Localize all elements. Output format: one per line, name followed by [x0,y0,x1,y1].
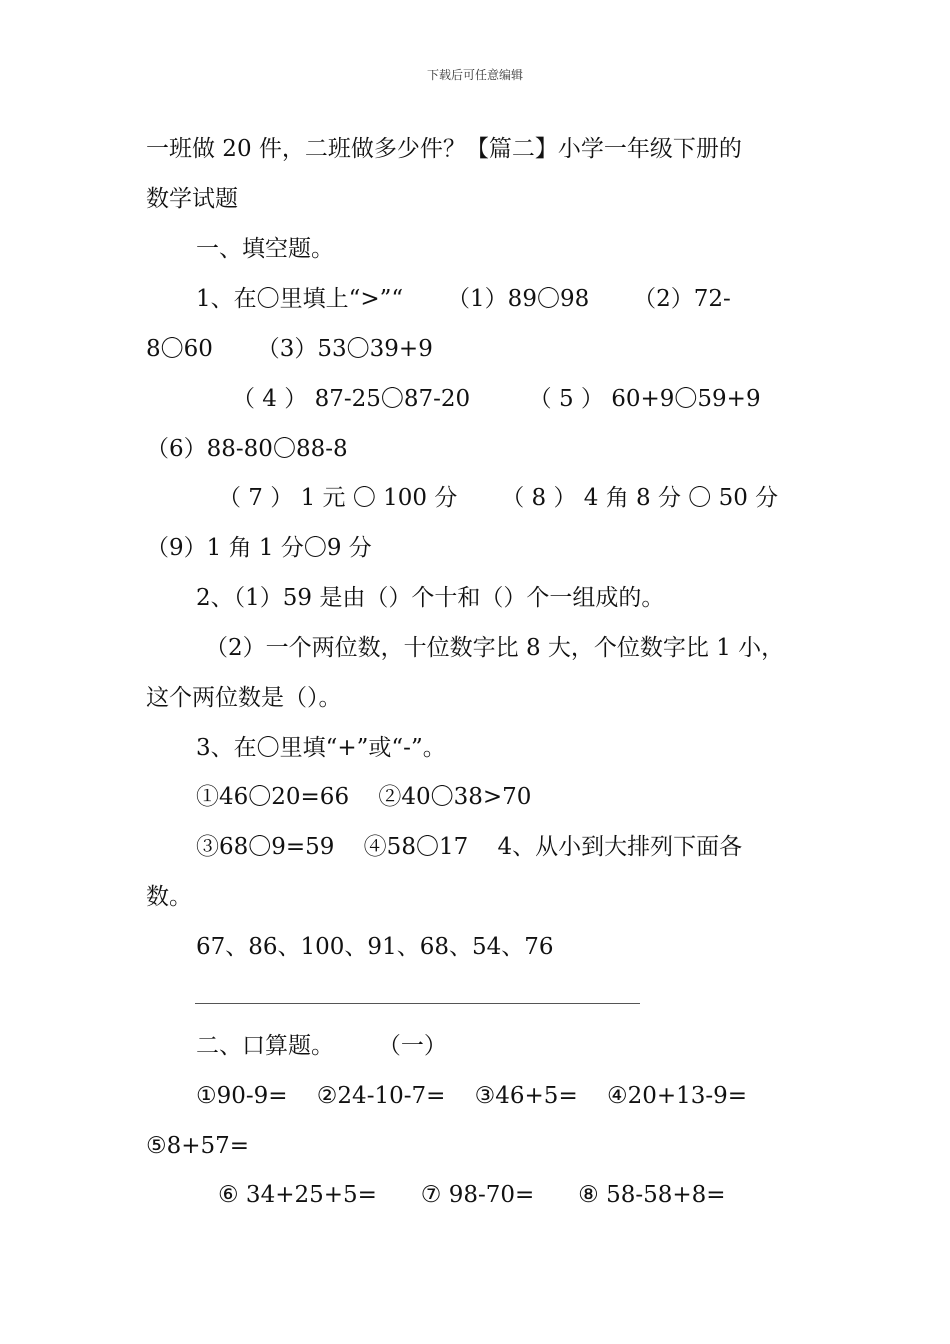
answer-blank-line [195,1003,640,1004]
question-line: 3、在〇里填“+”或“-”。 [196,735,446,761]
text-line: 数学试题 [146,186,238,212]
question-line: ①46〇20=66 ②40〇38>70 [196,784,532,810]
question-line: （ 4 ） 87-25〇87-20 （ 5 ） 60+9〇59+9 [232,386,761,412]
question-line: ⑤8+57= [146,1133,250,1159]
question-line: ⑥ 34+25+5= ⑦ 98-70= ⑧ 58-58+8= [218,1182,726,1208]
section-heading: 一、填空题。 [196,236,334,262]
text-line: 一班做 20 件，二班做多少件？【篇二】小学一年级下册的 [146,136,742,162]
question-line: （ 7 ） 1 元 〇 100 分 （ 8 ） 4 角 8 分 〇 50 分 [218,485,779,511]
question-line: 2、（1）59 是由（）个十和（）个一组成的。 [196,585,665,611]
question-line: 这个两位数是（）。 [146,685,342,711]
page-header: 下载后可任意编辑 [426,68,523,82]
question-line: 8〇60 （3）53〇39+9 [146,336,433,362]
question-line: （2）一个两位数，十位数字比 8 大，个位数字比 1 小， [205,635,785,661]
question-line: （6）88-80〇88-8 [146,436,348,462]
question-line: （9）1 角 1 分〇9 分 [146,535,372,561]
question-line: 1、在〇里填上“>”“ （1）89〇98 （2）72- [196,286,731,312]
question-line: 数。 [146,884,192,910]
section-heading: 二、口算题。 （一） [196,1033,447,1059]
question-line: ③68〇9=59 ④58〇17 4、从小到大排列下面各 [196,834,743,860]
question-line: ①90-9= ②24-10-7= ③46+5= ④20+13-9= [196,1083,748,1109]
question-line: 67、86、100、91、68、54、76 [196,934,554,960]
